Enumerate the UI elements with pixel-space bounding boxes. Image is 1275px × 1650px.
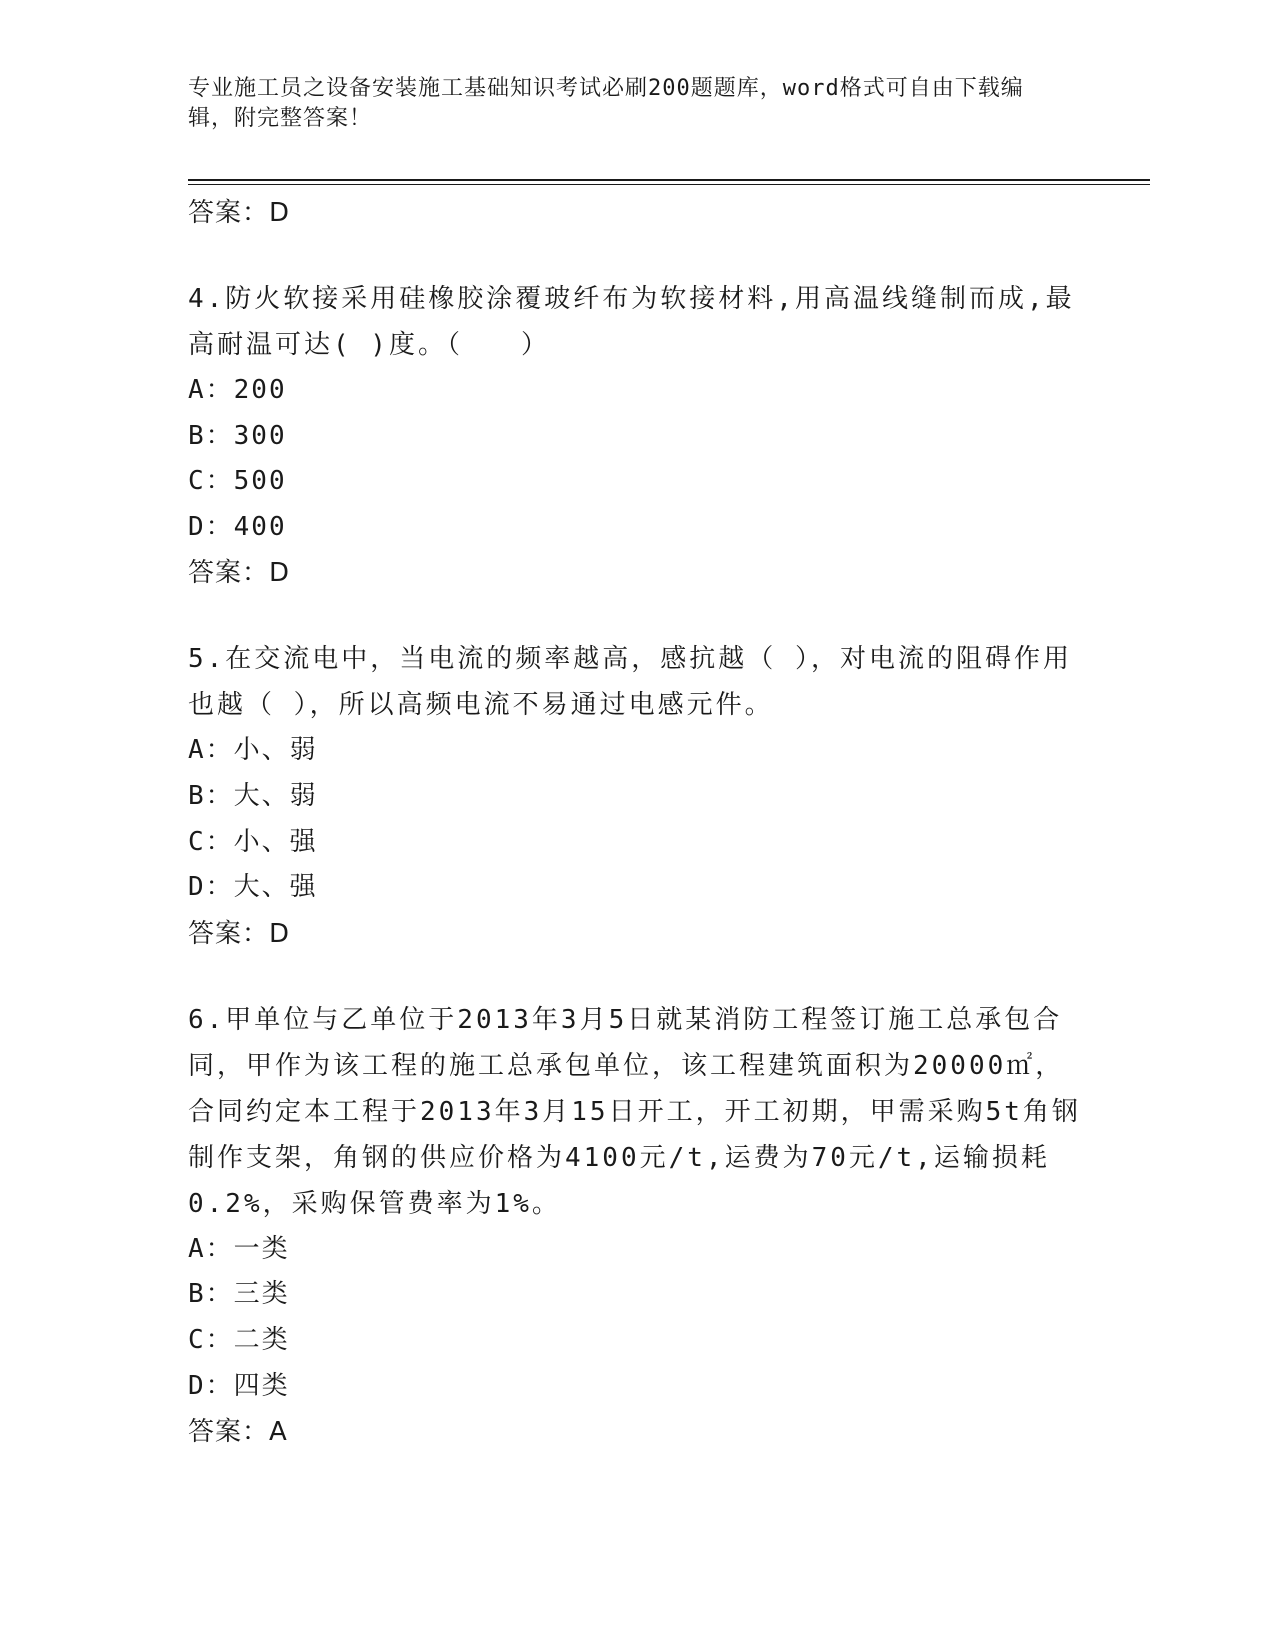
question-answer bbox=[188, 1409, 1088, 1455]
option-c: C：二类 bbox=[188, 1324, 290, 1355]
option-d: D：四类 bbox=[188, 1370, 290, 1401]
header-divider-thin bbox=[188, 184, 1150, 185]
option-b: B：三类 bbox=[188, 1279, 290, 1310]
option-c: C：500 bbox=[188, 466, 287, 497]
answer-value: D bbox=[269, 558, 291, 589]
option-d: D：大、强 bbox=[188, 872, 318, 903]
header-divider-thick bbox=[188, 179, 1150, 181]
question-4 bbox=[188, 276, 1088, 596]
answer-label: 答案： bbox=[188, 918, 270, 949]
option-d: D：400 bbox=[188, 511, 287, 542]
answer-value: A bbox=[269, 1417, 288, 1448]
answer-label: 答案： bbox=[188, 558, 270, 589]
option-b: B：大、弱 bbox=[188, 780, 318, 811]
document-header: 专业施工员之设备安装施工基础知识考试必刷200题题库，word格式可自由下载编辑，附完整答案！ bbox=[188, 76, 1024, 131]
option-a: A：200 bbox=[188, 375, 287, 405]
answer-value: D bbox=[269, 198, 291, 228]
answer-label: 答案： bbox=[188, 198, 270, 228]
answer-label: 答案： bbox=[188, 1417, 270, 1448]
question-stem: 6.甲单位与乙单位于2013年3月5日就某消防工程签订施工总承包合同，甲作为该工程的施工总承包单位，该工程建筑面积为20000㎡，合同约定本工程于2013年3月15日开工，开工初期，甲需采购5t角钢制作支架，角钢的供应价格为4100元/t,运费为70元/t,运输损耗0.2%，采购保管费率为1%。 bbox=[188, 1004, 1081, 1219]
question-answer bbox=[188, 911, 1088, 957]
question-list bbox=[188, 190, 1088, 1495]
question-stem: 5.在交流电中，当电流的频率越高，感抗越（ ），对电流的阻碍作用也越（ ），所以高频电流不易通过电感元件。 bbox=[188, 644, 1072, 721]
option-a: A：一类 bbox=[188, 1233, 290, 1264]
question-5 bbox=[188, 636, 1088, 956]
question-stem: 4.防火软接采用硅橡胶涂覆玻纤布为软接材料,用高温线缝制而成,最高耐温可达( )度。（ ） bbox=[188, 284, 1075, 360]
option-b: B：300 bbox=[188, 420, 287, 451]
question-6 bbox=[188, 997, 1088, 1455]
previous-answer bbox=[188, 190, 1088, 236]
option-c: C：小、强 bbox=[188, 826, 318, 857]
answer-value: D bbox=[269, 918, 291, 949]
option-a: A：小、弱 bbox=[188, 735, 318, 766]
question-answer bbox=[188, 550, 1088, 596]
